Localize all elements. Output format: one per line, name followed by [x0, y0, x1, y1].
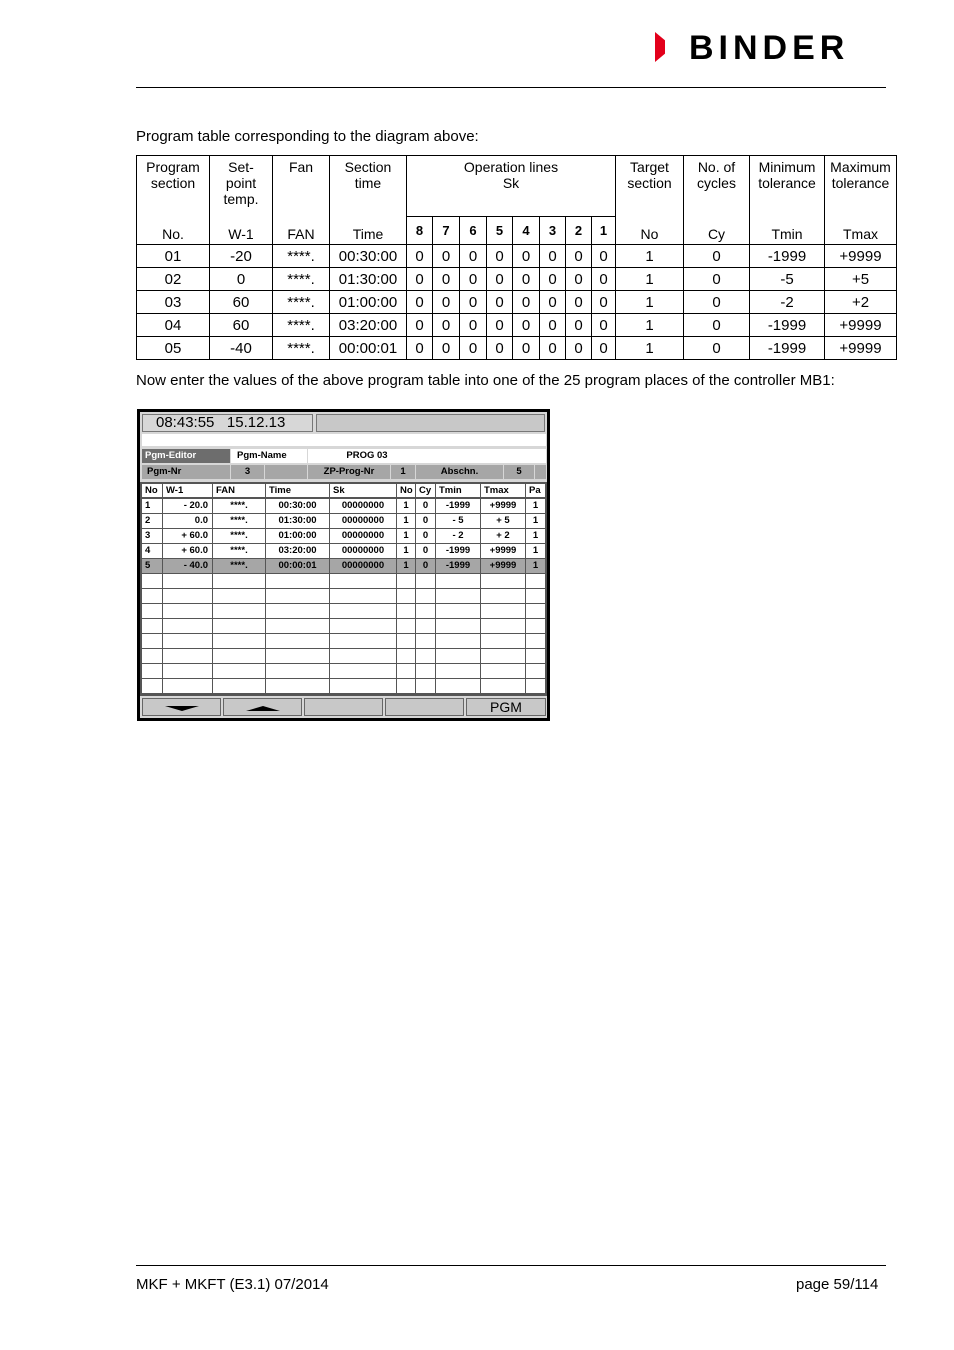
pgm-name-value[interactable]: PROG 03: [308, 449, 546, 463]
grid-empty-cell: [416, 679, 435, 693]
grid-empty-cell: [397, 649, 415, 663]
zp-prog-value[interactable]: 1: [391, 465, 415, 479]
grid-cell[interactable]: 0: [416, 514, 435, 528]
grid-empty-cell: [330, 604, 396, 618]
grid-header-tmax: Tmax: [481, 484, 525, 497]
table-cell: 0: [540, 245, 566, 268]
table-cell: 0: [540, 337, 566, 360]
pgm-name-label: Pgm-Name: [231, 449, 307, 463]
table-cell: 05: [137, 337, 210, 360]
table-cell: 02: [137, 268, 210, 291]
grid-cell[interactable]: 5: [142, 559, 162, 573]
grid-cell[interactable]: 0: [416, 559, 435, 573]
table-cell: 0: [540, 268, 566, 291]
grid-empty-cell: [330, 574, 396, 588]
table-cell: 0: [460, 245, 487, 268]
table-cell: 0: [433, 291, 460, 314]
table-cell: -1999: [750, 245, 825, 268]
table-cell: ****.: [273, 268, 330, 291]
table-cell: 0: [460, 291, 487, 314]
grid-cell[interactable]: 00000000: [330, 514, 396, 528]
grid-cell[interactable]: + 60.0: [163, 529, 212, 543]
grid-cell[interactable]: 3: [142, 529, 162, 543]
grid-empty-cell: [526, 649, 545, 663]
pgm-editor-label: Pgm-Editor: [142, 449, 230, 463]
sk-bit-4: 4: [513, 217, 540, 245]
grid-empty-cell: [163, 679, 212, 693]
grid-empty-cell: [142, 664, 162, 678]
grid-empty-cell: [142, 634, 162, 648]
grid-empty-cell: [163, 604, 212, 618]
grid-cell[interactable]: ****.: [213, 499, 265, 513]
abschn-spacer: [535, 465, 546, 479]
grid-empty-cell: [330, 664, 396, 678]
sk-bit-3: 3: [540, 217, 566, 245]
table-cell: 60: [210, 291, 273, 314]
table-cell: 0: [460, 268, 487, 291]
sk-bit-6: 6: [460, 217, 487, 245]
grid-empty-cell: [213, 619, 265, 633]
grid-empty-cell: [397, 574, 415, 588]
grid-empty-cell: [213, 589, 265, 603]
grid-cell[interactable]: 1: [526, 559, 545, 573]
grid-empty-cell: [163, 619, 212, 633]
table-cell: 1: [616, 268, 684, 291]
grid-empty-cell: [142, 604, 162, 618]
grid-empty-cell: [436, 664, 480, 678]
grid-cell[interactable]: +9999: [481, 499, 525, 513]
table-cell: +5: [825, 268, 897, 291]
table-cell: -20: [210, 245, 273, 268]
table-cell: 0: [407, 291, 433, 314]
grid-cell[interactable]: 00000000: [330, 559, 396, 573]
grid-cell[interactable]: 0: [416, 499, 435, 513]
grid-cell[interactable]: + 5: [481, 514, 525, 528]
sk-bit-1: 1: [592, 217, 616, 245]
grid-empty-cell: [142, 619, 162, 633]
grid-header-fan: FAN: [213, 484, 265, 497]
table-cell: 0: [433, 314, 460, 337]
grid-cell[interactable]: ****.: [213, 559, 265, 573]
table-cell: 0: [487, 337, 513, 360]
grid-empty-cell: [266, 604, 329, 618]
table-cell: 0: [513, 245, 540, 268]
grid-empty-cell: [330, 619, 396, 633]
grid-header-cy: Cy: [416, 484, 435, 497]
table-cell: 0: [684, 245, 750, 268]
grid-cell[interactable]: 0.0: [163, 514, 212, 528]
grid-cell[interactable]: 00:00:01: [266, 559, 329, 573]
table-cell: 01: [137, 245, 210, 268]
footer-doc-id: MKF + MKFT (E3.1) 07/2014: [136, 1276, 329, 1293]
grid-empty-cell: [397, 604, 415, 618]
grid-empty-cell: [481, 649, 525, 663]
table-cell: 0: [460, 314, 487, 337]
grid-cell[interactable]: 0: [416, 529, 435, 543]
table-cell: 0: [592, 245, 616, 268]
grid-empty-cell: [526, 619, 545, 633]
grid-empty-cell: [163, 589, 212, 603]
grid-empty-cell: [213, 664, 265, 678]
table-cell: 1: [616, 314, 684, 337]
grid-empty-cell: [330, 649, 396, 663]
grid-empty-cell: [416, 664, 435, 678]
table-cell: ****.: [273, 245, 330, 268]
hdr-tmin: Minimum tolerance Tmin: [750, 156, 825, 245]
grid-empty-cell: [213, 574, 265, 588]
grid-empty-cell: [330, 679, 396, 693]
grid-empty-cell: [481, 604, 525, 618]
grid-empty-cell: [163, 664, 212, 678]
table-cell: ****.: [273, 291, 330, 314]
grid-empty-cell: [266, 664, 329, 678]
table-cell: 01:30:00: [330, 268, 407, 291]
table-cell: 0: [487, 268, 513, 291]
grid-empty-cell: [436, 634, 480, 648]
grid-empty-cell: [416, 589, 435, 603]
grid-empty-cell: [481, 619, 525, 633]
grid-cell[interactable]: 1: [526, 529, 545, 543]
grid-cell[interactable]: ****.: [213, 514, 265, 528]
grid-empty-cell: [397, 664, 415, 678]
table-cell: -5: [750, 268, 825, 291]
grid-cell[interactable]: +9999: [481, 559, 525, 573]
program-table: [136, 155, 897, 360]
grid-empty-cell: [163, 634, 212, 648]
header-rule: [136, 87, 886, 88]
intro-text: Program table corresponding to the diagram above:: [136, 128, 479, 145]
table-cell: 01:00:00: [330, 291, 407, 314]
grid-cell[interactable]: - 20.0: [163, 499, 212, 513]
grid-empty-cell: [481, 589, 525, 603]
zp-prog-label: ZP-Prog-Nr: [308, 465, 390, 479]
grid-header-no: No: [397, 484, 415, 497]
grid-cell[interactable]: 1: [526, 544, 545, 558]
grid-empty-cell: [142, 649, 162, 663]
grid-empty-cell: [526, 634, 545, 648]
table-cell: 0: [566, 337, 592, 360]
softkey-4[interactable]: [385, 698, 464, 716]
grid-empty-cell: [142, 574, 162, 588]
grid-empty-cell: [330, 589, 396, 603]
sk-bit-5: 5: [487, 217, 513, 245]
program-grid: [140, 482, 547, 696]
table-cell: 00:00:01: [330, 337, 407, 360]
grid-cell[interactable]: 01:30:00: [266, 514, 329, 528]
grid-empty-cell: [163, 574, 212, 588]
table-cell: 1: [616, 245, 684, 268]
sk-bit-7: 7: [433, 217, 460, 245]
grid-cell[interactable]: - 40.0: [163, 559, 212, 573]
grid-header-sk: Sk: [330, 484, 396, 497]
clock-time: 08:43:55: [156, 414, 215, 431]
grid-empty-cell: [266, 619, 329, 633]
table-cell: 0: [433, 245, 460, 268]
grid-empty-cell: [213, 634, 265, 648]
grid-cell[interactable]: 00000000: [330, 499, 396, 513]
table-cell: -2: [750, 291, 825, 314]
grid-empty-cell: [266, 634, 329, 648]
grid-empty-cell: [436, 574, 480, 588]
table-cell: 00:30:00: [330, 245, 407, 268]
grid-empty-cell: [397, 619, 415, 633]
grid-empty-cell: [481, 574, 525, 588]
grid-empty-cell: [416, 649, 435, 663]
grid-empty-cell: [526, 589, 545, 603]
grid-cell[interactable]: 1: [142, 499, 162, 513]
grid-empty-cell: [266, 574, 329, 588]
grid-empty-cell: [163, 649, 212, 663]
table-cell: 0: [684, 337, 750, 360]
table-cell: 0: [566, 245, 592, 268]
sk-bit-8: 8: [407, 217, 433, 245]
clock-display: [142, 414, 313, 432]
table-cell: +9999: [825, 245, 897, 268]
grid-cell[interactable]: ****.: [213, 544, 265, 558]
table-row: [137, 291, 897, 314]
grid-empty-cell: [436, 619, 480, 633]
hdr-setpoint: Set- point temp. W-1: [210, 156, 273, 245]
abschn-value[interactable]: 5: [504, 465, 534, 479]
svg-text:BINDER: BINDER: [689, 30, 850, 64]
grid-cell[interactable]: 1: [526, 499, 545, 513]
grid-cell[interactable]: + 2: [481, 529, 525, 543]
table-cell: 0: [513, 314, 540, 337]
grid-header-pa: Pa: [526, 484, 545, 497]
grid-empty-cell: [330, 634, 396, 648]
grid-empty-cell: [397, 589, 415, 603]
table-cell: 0: [684, 291, 750, 314]
table-cell: 0: [566, 291, 592, 314]
table-cell: 0: [566, 314, 592, 337]
status-line: [142, 434, 546, 446]
grid-empty-cell: [266, 679, 329, 693]
softkey-3[interactable]: [304, 698, 383, 716]
grid-empty-cell: [416, 619, 435, 633]
grid-header-time: Time: [266, 484, 329, 497]
grid-empty-cell: [481, 664, 525, 678]
grid-cell[interactable]: 1: [397, 499, 415, 513]
table-cell: -1999: [750, 337, 825, 360]
table-cell: 0: [433, 268, 460, 291]
status-field: [316, 414, 545, 432]
table-cell: 0: [487, 314, 513, 337]
table-cell: 0: [407, 314, 433, 337]
grid-empty-cell: [416, 604, 435, 618]
grid-cell[interactable]: ****.: [213, 529, 265, 543]
grid-empty-cell: [436, 649, 480, 663]
table-cell: -1999: [750, 314, 825, 337]
table-row: [137, 314, 897, 337]
table-cell: 0: [566, 268, 592, 291]
table-cell: 0: [487, 245, 513, 268]
table-cell: 03: [137, 291, 210, 314]
grid-empty-cell: [526, 664, 545, 678]
table-cell: 0: [684, 314, 750, 337]
table-cell: 0: [407, 245, 433, 268]
grid-empty-cell: [481, 679, 525, 693]
grid-empty-cell: [213, 679, 265, 693]
grid-cell[interactable]: 1: [397, 559, 415, 573]
grid-empty-cell: [397, 679, 415, 693]
table-cell: 60: [210, 314, 273, 337]
grid-cell[interactable]: 4: [142, 544, 162, 558]
table-cell: 0: [513, 268, 540, 291]
pgm-nr-label: Pgm-Nr: [142, 465, 230, 479]
footer-rule: [136, 1265, 886, 1266]
arrow-down-icon: [165, 706, 199, 711]
table-row: [137, 337, 897, 360]
grid-empty-cell: [142, 679, 162, 693]
grid-cell[interactable]: - 5: [436, 514, 480, 528]
grid-empty-cell: [526, 604, 545, 618]
grid-empty-cell: [416, 634, 435, 648]
table-cell: ****.: [273, 314, 330, 337]
table-cell: 0: [592, 291, 616, 314]
table-cell: 0: [210, 268, 273, 291]
table-cell: 04: [137, 314, 210, 337]
grid-header-w1: W-1: [163, 484, 212, 497]
hdr-tmax: Maximum tolerance Tmax: [825, 156, 897, 245]
grid-cell[interactable]: 00:30:00: [266, 499, 329, 513]
table-row: [137, 245, 897, 268]
hdr-section: Program section No.: [137, 156, 210, 245]
grid-cell[interactable]: - 2: [436, 529, 480, 543]
table-cell: 0: [407, 337, 433, 360]
grid-header-no: No: [142, 484, 162, 497]
grid-cell[interactable]: + 60.0: [163, 544, 212, 558]
table-cell: -40: [210, 337, 273, 360]
grid-empty-cell: [436, 589, 480, 603]
table-cell: 0: [592, 268, 616, 291]
grid-cell[interactable]: 01:00:00: [266, 529, 329, 543]
grid-empty-cell: [266, 589, 329, 603]
hdr-oplines: Operation lines Sk: [407, 156, 616, 217]
pgm-button[interactable]: PGM: [466, 698, 546, 716]
table-cell: +2: [825, 291, 897, 314]
footer-page-number: page 59/114: [796, 1276, 879, 1293]
grid-empty-cell: [416, 574, 435, 588]
table-cell: ****.: [273, 337, 330, 360]
table-row: [137, 268, 897, 291]
grid-empty-cell: [526, 574, 545, 588]
grid-empty-cell: [213, 604, 265, 618]
table-cell: 0: [513, 337, 540, 360]
grid-empty-cell: [266, 649, 329, 663]
grid-empty-cell: [526, 679, 545, 693]
hdr-time: Section time Time: [330, 156, 407, 245]
grid-header-tmin: Tmin: [436, 484, 480, 497]
scroll-down-button[interactable]: [142, 698, 221, 716]
grid-cell[interactable]: 00000000: [330, 529, 396, 543]
grid-empty-cell: [213, 649, 265, 663]
grid-empty-cell: [481, 634, 525, 648]
instruction-text: Now enter the values of the above program table into one of the 25 program places of the controller MB1:: [136, 372, 835, 389]
table-cell: 0: [540, 291, 566, 314]
controller-screen: [137, 409, 550, 721]
table-cell: 0: [407, 268, 433, 291]
grid-cell[interactable]: -1999: [436, 544, 480, 558]
grid-cell[interactable]: 1: [397, 514, 415, 528]
table-cell: 1: [616, 337, 684, 360]
grid-cell[interactable]: +9999: [481, 544, 525, 558]
pgm-nr-spacer: [265, 465, 307, 479]
grid-cell[interactable]: 00000000: [330, 544, 396, 558]
hdr-target: Target section No: [616, 156, 684, 245]
grid-cell[interactable]: 0: [416, 544, 435, 558]
grid-cell[interactable]: 2: [142, 514, 162, 528]
table-cell: +9999: [825, 337, 897, 360]
grid-cell[interactable]: 03:20:00: [266, 544, 329, 558]
table-cell: 0: [433, 337, 460, 360]
table-cell: 03:20:00: [330, 314, 407, 337]
grid-empty-cell: [436, 604, 480, 618]
table-cell: 0: [592, 337, 616, 360]
table-cell: 0: [460, 337, 487, 360]
clock-date: 15.12.13: [226, 414, 286, 431]
table-cell: +9999: [825, 314, 897, 337]
sk-bit-2: 2: [566, 217, 592, 245]
grid-cell[interactable]: -1999: [436, 499, 480, 513]
table-cell: 0: [592, 314, 616, 337]
hdr-cycles: No. of cycles Cy: [684, 156, 750, 245]
table-cell: 0: [684, 268, 750, 291]
arrow-up-icon: [246, 706, 280, 711]
grid-cell[interactable]: 1: [526, 514, 545, 528]
grid-cell[interactable]: 1: [397, 544, 415, 558]
grid-cell[interactable]: -1999: [436, 559, 480, 573]
table-cell: 1: [616, 291, 684, 314]
binder-logo: [655, 30, 887, 64]
scroll-up-button[interactable]: [223, 698, 302, 716]
grid-empty-cell: [142, 589, 162, 603]
grid-cell[interactable]: 1: [397, 529, 415, 543]
pgm-nr-value[interactable]: 3: [231, 465, 264, 479]
table-cell: 0: [487, 291, 513, 314]
table-cell: 0: [513, 291, 540, 314]
grid-empty-cell: [436, 679, 480, 693]
table-cell: 0: [540, 314, 566, 337]
hdr-fan: Fan FAN: [273, 156, 330, 245]
abschn-label: Abschn.: [416, 465, 503, 479]
grid-empty-cell: [397, 634, 415, 648]
